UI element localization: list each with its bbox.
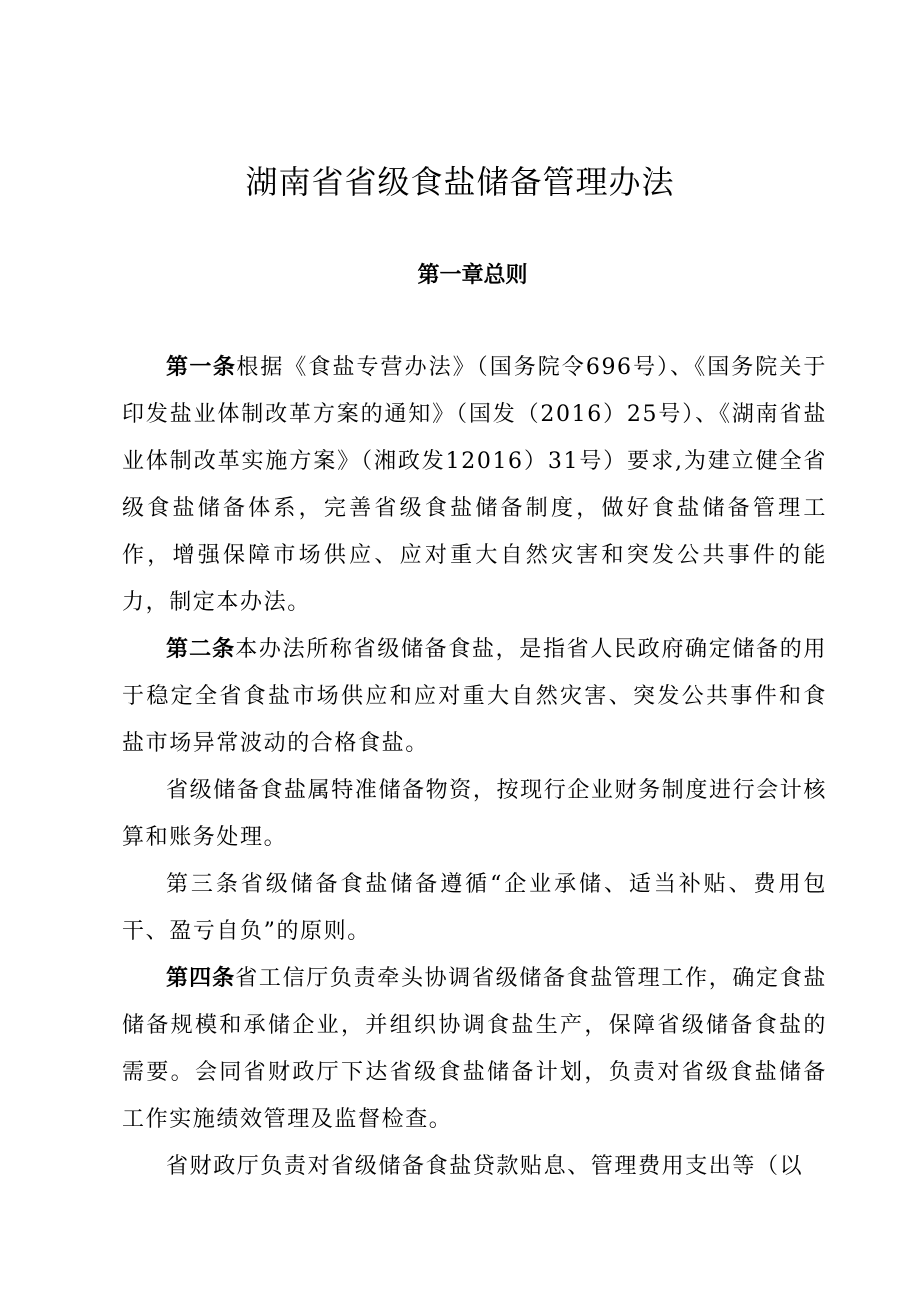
article-2-subparagraph bbox=[122, 767, 827, 861]
article-label: 第一条 bbox=[166, 355, 237, 380]
article-label: 第四条 bbox=[166, 966, 236, 991]
document-title: 湖南省省级食盐储备管理办法 bbox=[245, 163, 675, 201]
paragraph-text: 第三条省级储备食盐储备遵循“企业承储、适当补贴、费用包干、盈亏自负”的原则。 bbox=[122, 872, 827, 944]
article-1-paragraph bbox=[122, 344, 827, 626]
article-4-subparagraph bbox=[122, 1143, 827, 1190]
paragraph-text: 省工信厅负责牵头协调省级储备食盐管理工作，确定食盐储备规模和承储企业，并组织协调食盐生产，保障省级储备食盐的需要。会同省财政厅下达省级食盐储备计划，负责对省级食盐储备工作实施绩效管理及监督检查。 bbox=[122, 966, 827, 1132]
paragraph-text: 根据《食盐专营办法》（国务院令696号）、《国务院关于印发盐业体制改革方案的通知》（国发（2016）25号）、《湖南省盐业体制改革实施方案》（湘政发12016）31号）要求,为建立健全省级食盐储备体系，完善省级食盐储备制度，做好食盐储备管理工作，增强保障市场供应、应对重大自然灾害和突发公共事件的能力，制定本办法。 bbox=[122, 355, 827, 615]
article-4-paragraph bbox=[122, 955, 827, 1143]
article-2-paragraph bbox=[122, 626, 827, 767]
article-label: 第二条 bbox=[166, 637, 236, 662]
paragraph-text: 省财政厅负责对省级储备食盐贷款贴息、管理费用支出等（以 bbox=[166, 1154, 804, 1179]
paragraph-text: 省级储备食盐属特准储备物资，按现行企业财务制度进行会计核算和账务处理。 bbox=[122, 778, 827, 850]
article-3-paragraph bbox=[122, 861, 827, 955]
document-body bbox=[122, 344, 827, 1190]
chapter-heading: 第一章总则 bbox=[417, 263, 528, 288]
paragraph-text: 本办法所称省级储备食盐，是指省人民政府确定储备的用于稳定全省食盐市场供应和应对重大自然灾害、突发公共事件和食盐市场异常波动的合格食盐。 bbox=[122, 637, 827, 756]
